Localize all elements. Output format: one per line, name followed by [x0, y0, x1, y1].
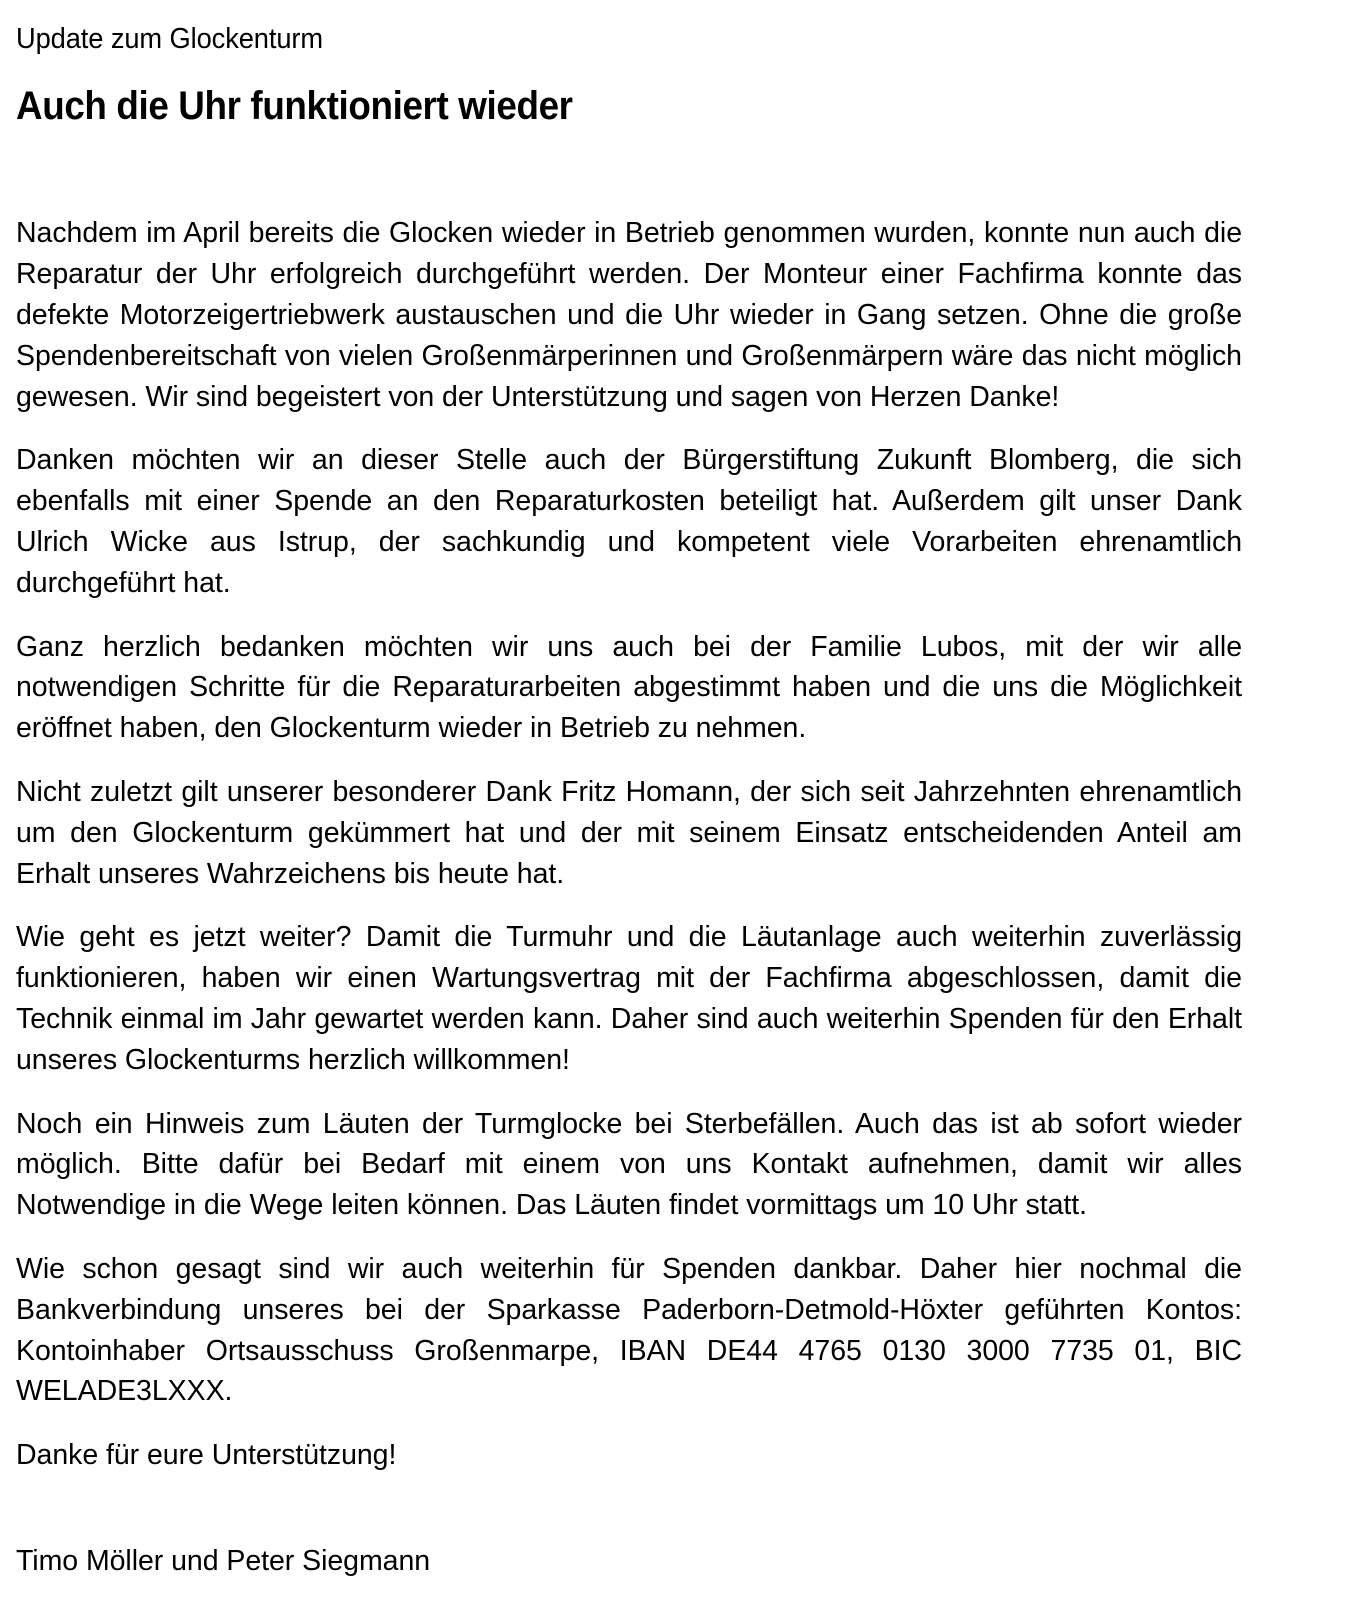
body-paragraph: Nicht zuletzt gilt unserer besonderer Dank Fritz Homann, der sich seit Jahrzehnten ehrenamtlich um den Glockenturm gekümmert hat und der mit seinem Einsatz entscheidenden Anteil am Erhalt unseres Wahrzeichens bis heute hat. [16, 775, 1242, 890]
signature-line: Timo Möller und Peter Siegmann [16, 1545, 431, 1578]
kicker-text: Update zum Glockenturm [16, 23, 324, 55]
body-paragraph: Nachdem im April bereits die Glocken wieder in Betrieb genommen wurden, konnte nun auch die Reparatur der Uhr erfolgreich durchgeführt werden. Der Monteur einer Fachfirma konnte das defekte Motorzeigertriebwerk austauschen und die Uhr wieder in Gang setzen. Ohne die große Spendenbereitschaft von vielen Großenmärperinnen und Großenmärpern wäre das nicht möglich gewesen. Wir sind begeistert von der Unterstützung und sagen von Herzen Danke! [16, 217, 1242, 413]
body-paragraph: Ganz herzlich bedanken möchten wir uns auch bei der Familie Lubos, mit der wir alle notwendigen Schritte für die Reparaturarbeiten abgestimmt haben und die uns die Möglichkeit eröffnet haben, den Glockenturm wieder in Betrieb zu nehmen. [16, 630, 1242, 745]
article-body [16, 213, 1242, 1476]
closing-thanks: Danke für eure Unterstützung! [16, 1439, 397, 1472]
page-title: Auch die Uhr funktioniert wieder [16, 84, 573, 129]
bank-details-paragraph: Wie schon gesagt sind wir auch weiterhin für Spenden dankbar. Daher hier nochmal die Bankverbindung unseres bei der Sparkasse Paderborn-Detmold-Höxter geführten Kontos: Kontoinhaber Ortsausschuss Großenmarpe, IBAN DE44 4765 0130 3000 7735 01, BIC WELADE3LXXX. [16, 1252, 1242, 1408]
body-paragraph: Wie geht es jetzt weiter? Damit die Turmuhr und die Läutanlage auch weiterhin zuverlässig funktionieren, haben wir einen Wartungsvertrag mit der Fachfirma abgeschlossen, damit die Technik einmal im Jahr gewartet werden kann. Daher sind auch weiterhin Spenden für den Erhalt unseres Glockenturms herzlich willkommen! [16, 921, 1242, 1076]
body-paragraph: Danken möchten wir an dieser Stelle auch der Bürgerstiftung Zukunft Blomberg, die sich ebenfalls mit einer Spende an den Reparaturkosten beteiligt hat. Außerdem gilt unser Dank Ulrich Wicke aus Istrup, der sachkundig und kompetent viele Vorarbeiten ehrenamtlich durchgeführt hat. [16, 444, 1242, 599]
body-paragraph: Noch ein Hinweis zum Läuten der Turmglocke bei Sterbefällen. Auch das ist ab sofort wieder möglich. Bitte dafür bei Bedarf mit einem von uns Kontakt aufnehmen, damit wir alles Notwendige in die Wege leiten können. Das Läuten findet vormittags um 10 Uhr statt. [16, 1107, 1242, 1222]
